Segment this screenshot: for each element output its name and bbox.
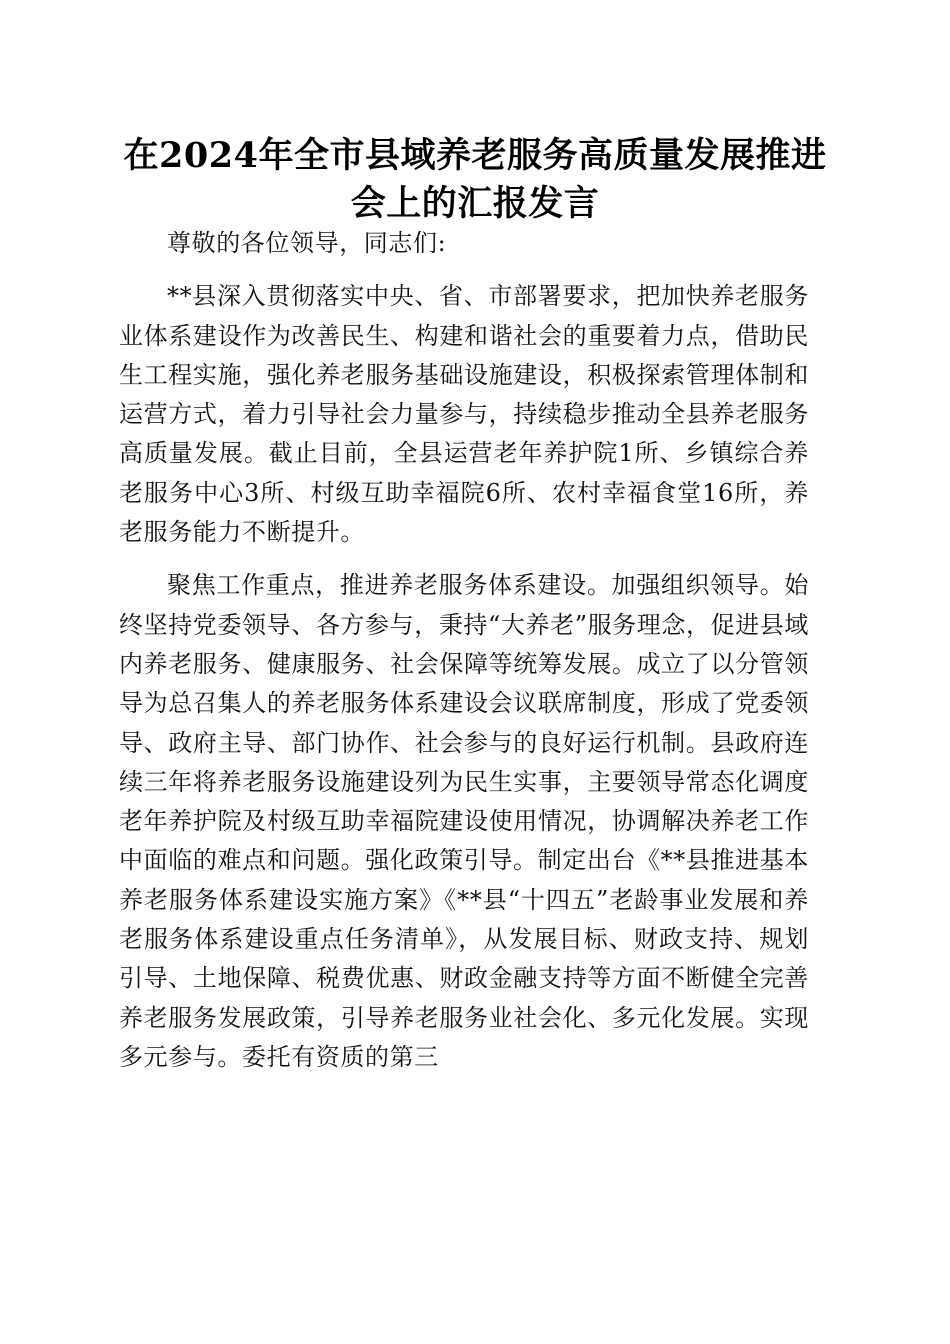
document-title — [100, 132, 850, 228]
document-body — [119, 224, 809, 1077]
title-line-2: 会上的汇报发言 — [350, 183, 600, 224]
title-line-1: 在2024年全市县域养老服务高质量发展推进 — [123, 135, 827, 176]
paragraph-intro: **县深入贯彻落实中央、省、市部署要求，把加快养老服务业体系建设作为改善民生、构建和谐社会的重要着力点，借助民生工程实施，强化养老服务基础设施建设，积极探索管理体制和运营方式，着力引导社会力量参与，持续稳步推动全县养老服务高质量发展。截止目前，全县运营老年养护院1所、乡镇综合养老服务中心3所、村级互助幸福院6所、农村幸福食堂16所，养老服务能力不断提升。 — [119, 282, 809, 547]
paragraph-focus-work: 聚焦工作重点，推进养老服务体系建设。加强组织领导。始终坚持党委领导、各方参与，秉持“大养老”服务理念，促进县域内养老服务、健康服务、社会保障等统筹发展。成立了以分管领导为总召集人的养老服务体系建设会议联席制度，形成了党委领导、政府主导、部门协作、社会参与的良好运行机制。县政府连续三年将养老服务设施建设列为民生实事，主要领导常态化调度老年养护院及村级互助幸福院建设使用情况，协调解决养老工作中面临的难点和问题。强化政策引导。制定出台《**县推进基本养老服务体系建设实施方案》《**县“十四五”老龄事业发展和养老服务体系建设重点任务清单》，从发展目标、财政支持、规划引导、土地保障、税费优惠、财政金融支持等方面不断健全完善养老服务发展政策，引导养老服务业社会化、多元化发展。实现多元参与。委托有资质的第三 — [119, 571, 809, 1071]
salutation: 尊敬的各位领导，同志们: — [167, 229, 447, 257]
